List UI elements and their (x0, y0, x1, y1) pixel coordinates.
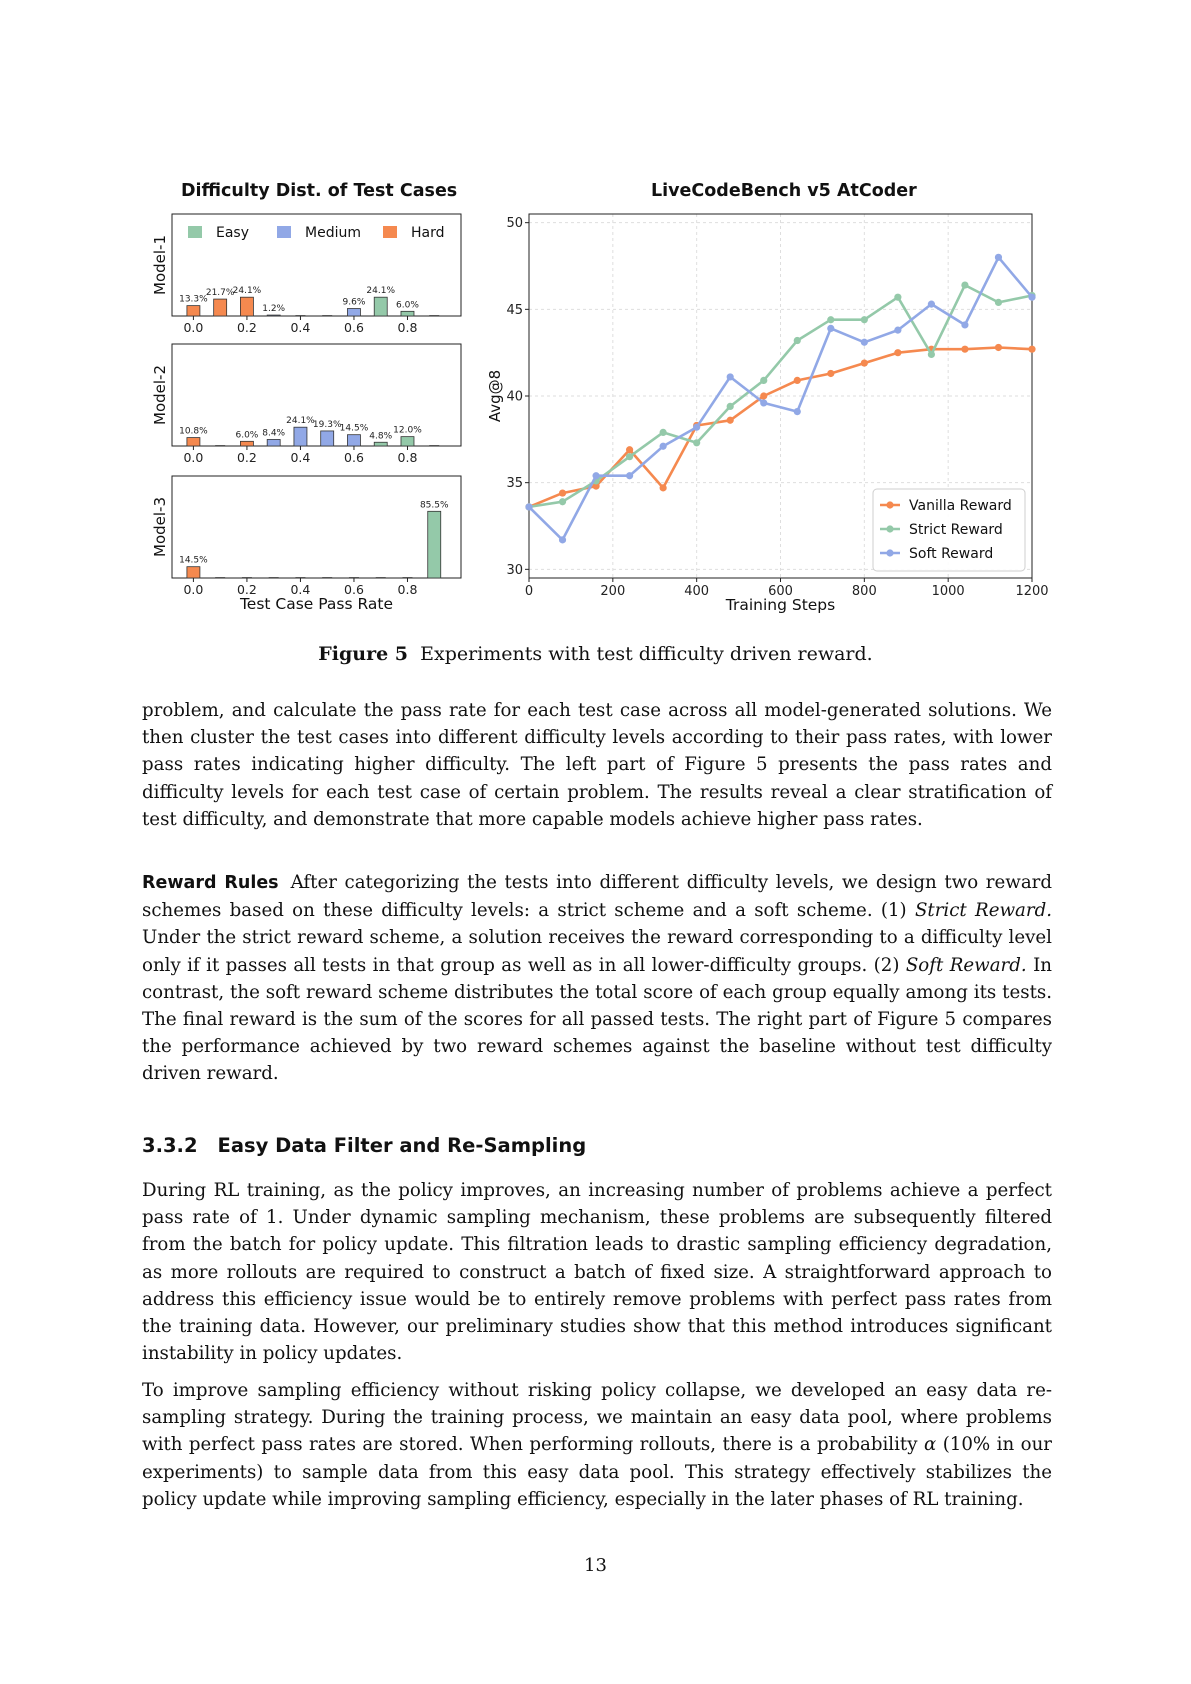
x-tick-label: 0.4 (290, 320, 311, 335)
data-point (760, 399, 767, 406)
legend-label: Medium (305, 225, 361, 241)
page-number: 13 (584, 1555, 607, 1576)
section-number: 3.3.2 (142, 1134, 198, 1157)
bar (240, 297, 253, 316)
x-tick-label: 0.8 (397, 450, 418, 465)
bar (401, 437, 414, 446)
data-point (660, 429, 667, 436)
bar-value-label: 10.8% (179, 426, 208, 437)
data-point (626, 453, 633, 460)
panel-ylabel: Model-2 (151, 365, 169, 425)
reward-text-1: After categorizing the tests into different difficulty levels, we design two reward schemes based on these difficulty levels: a strict scheme and a soft scheme. (1) (142, 872, 1052, 922)
data-point (660, 443, 667, 450)
bar-value-label: 14.5% (179, 555, 208, 566)
x-tick-label: 400 (684, 584, 710, 599)
bar-value-label: 12.0% (393, 425, 422, 436)
x-tick-label: 0.6 (344, 450, 364, 465)
bar-value-label: 4.8% (369, 431, 393, 442)
reward-text-3: In contrast, the soft reward scheme distributes the total score of each group equally among its tests. The final reward is the sum of the scores for all passed tests. The right part of Figure 5 compares the performance achieved by two reward schemes against the baseline without test difficulty driven reward. (142, 954, 1052, 1085)
data-point (727, 373, 734, 380)
x-tick-label: 1000 (931, 584, 965, 599)
data-point (794, 377, 801, 384)
y-tick-label: 50 (506, 216, 523, 232)
reward-rules-heading: Reward Rules (142, 873, 279, 893)
x-tick-label: 0.0 (183, 582, 204, 597)
data-point (559, 498, 566, 505)
right-ylabel: Avg@8 (486, 369, 504, 423)
left-xlabel: Test Case Pass Rate (239, 595, 394, 613)
alpha-symbol: α (923, 1434, 937, 1456)
bar-value-label: 24.1% (286, 416, 315, 427)
legend-label: Strict Reward (909, 522, 1003, 538)
legend-marker (886, 525, 893, 532)
bar-value-label: 6.0% (396, 300, 419, 311)
data-point (894, 327, 901, 334)
data-point (559, 536, 566, 543)
bar (347, 435, 360, 446)
data-point (894, 349, 901, 356)
data-point (559, 489, 566, 496)
data-point (894, 294, 901, 301)
data-point (592, 472, 599, 479)
legend-marker (886, 549, 893, 556)
bar-panel-frame (172, 476, 461, 578)
bar-value-label: 9.6% (342, 297, 366, 308)
x-tick-label: 600 (768, 584, 793, 599)
legend-label: Hard (411, 225, 445, 241)
y-tick-label: 35 (506, 476, 523, 492)
data-point (827, 325, 834, 332)
data-point (861, 359, 868, 366)
bar (401, 311, 414, 316)
x-tick-label: 0.0 (183, 320, 204, 335)
bar (374, 442, 387, 446)
data-point (961, 321, 968, 328)
x-tick-label: 0.8 (397, 320, 418, 335)
x-tick-label: 1200 (1015, 584, 1049, 599)
left-chart-title: Difficulty Dist. of Test Cases (181, 181, 458, 201)
data-point (827, 370, 834, 377)
bar-value-label: 14.5% (339, 423, 369, 434)
data-point (693, 424, 700, 431)
data-point (794, 408, 801, 415)
figure-5 (0, 0, 1191, 640)
data-point (525, 503, 532, 510)
data-point (861, 339, 868, 346)
data-point (626, 472, 633, 479)
x-tick-label: 0.4 (290, 582, 311, 597)
bar-value-label: 24.1% (366, 286, 396, 297)
panel-ylabel: Model-3 (151, 497, 169, 557)
legend-label: Easy (216, 225, 250, 241)
soft-reward-term: Soft Reward. (905, 954, 1027, 976)
panel-ylabel: Model-1 (151, 235, 169, 295)
x-tick-label: 0.2 (236, 582, 257, 597)
x-tick-label: 800 (851, 584, 877, 599)
x-tick-label: 0.0 (183, 450, 204, 465)
figure-caption (0, 643, 1191, 665)
legend-swatch (383, 226, 397, 238)
reward-text-2: Under the strict reward scheme, a solution receives the reward corresponding to a difficulty level only if it passes all tests in that group as well as in all lower-difficulty groups. (2) (142, 927, 1052, 976)
bar (267, 315, 280, 316)
x-tick-label: 0.6 (344, 320, 364, 335)
legend-label: Vanilla Reward (909, 498, 1012, 514)
legend-swatch (277, 226, 291, 238)
y-tick-label: 45 (506, 302, 523, 318)
bar (428, 511, 441, 578)
paragraph-reward-rules (142, 869, 1052, 1088)
data-point (727, 403, 734, 410)
data-point (760, 392, 767, 399)
bar (187, 438, 200, 446)
bar-value-label: 13.3% (179, 294, 208, 305)
bar (187, 306, 200, 316)
y-tick-label: 40 (506, 389, 523, 405)
data-point (928, 301, 935, 308)
data-point (995, 254, 1002, 261)
section-title: Easy Data Filter and Re-Sampling (217, 1134, 587, 1157)
paragraph-4 (142, 1377, 1052, 1513)
bar (187, 567, 200, 578)
bar-value-label: 6.0% (235, 430, 259, 441)
bar (214, 299, 227, 316)
x-tick-label: 0.8 (397, 582, 418, 597)
bar-value-label: 85.5% (419, 500, 449, 511)
data-point (861, 316, 868, 323)
paragraph-1: problem, and calculate the pass rate for each test case across all model-generated solutions. We then cluster the test cases into different difficulty levels according to their pass rates, with lower pass rates indicating higher difficulty. The left part of Figure 5 presents the pass rates and difficulty levels for each test case of certain problem. The results reveal a clear stratification of test difficulty, and demonstrate that more capable models achieve higher pass rates. (142, 700, 1052, 830)
data-point (961, 281, 968, 288)
data-point (693, 439, 700, 446)
x-tick-label: 0.2 (236, 320, 257, 335)
data-point (727, 417, 734, 424)
data-point (827, 316, 834, 323)
paragraph-4-text-a: To improve sampling efficiency without risking policy collapse, we developed an easy data re-sampling strategy. During the training process, we maintain an easy data pool, where problems with perfect pass rates are stored. When performing rollouts, there is a probability (142, 1380, 1052, 1456)
y-tick-label: 30 (506, 562, 523, 578)
data-point (995, 299, 1002, 306)
caption-label: Figure 5 (318, 643, 409, 665)
data-point (995, 344, 1002, 351)
paragraph-3: During RL training, as the policy improves, an increasing number of problems achieve a perfect pass rate of 1. Under dynamic sampling mechanism, these problems are subsequently filtered from the batch for policy update. This filtration leads to drastic sampling efficiency degradation, as more rollouts are required to construct a batch of fixed size. A straightforward approach to address this efficiency issue would be to entirely remove problems with perfect pass rates from the training data. However, our preliminary studies show that this method introduces significant instability in policy updates. (142, 1180, 1052, 1365)
strict-reward-term: Strict Reward. (914, 900, 1053, 922)
data-point (626, 446, 633, 453)
data-point (1028, 294, 1035, 301)
bar (294, 427, 307, 446)
bar-value-label: 24.1% (232, 286, 262, 297)
bar-value-label: 21.7% (205, 288, 235, 299)
right-xlabel: Training Steps (725, 596, 836, 614)
section-heading (142, 1134, 586, 1157)
bar-value-label: 1.2% (262, 304, 286, 315)
data-point (961, 346, 968, 353)
x-tick-label: 0.4 (290, 450, 311, 465)
bar (240, 441, 253, 446)
bar (374, 297, 387, 316)
x-tick-label: 200 (600, 584, 626, 599)
right-chart-title: LiveCodeBench v5 AtCoder (651, 181, 917, 201)
x-tick-label: 0.2 (236, 450, 257, 465)
x-tick-label: 0.6 (344, 582, 364, 597)
bar-value-label: 8.4% (262, 428, 286, 439)
bar (321, 431, 334, 446)
bar-value-label: 19.3% (312, 419, 342, 430)
data-point (794, 337, 801, 344)
paragraph-4-text-b: (10% in our experiments) to sample data from this easy data pool. This strategy effectively stabilizes the policy update while improving sampling efficiency, especially in the later phases of RL training. (142, 1434, 1052, 1510)
data-point (660, 484, 667, 491)
bar (347, 309, 360, 316)
legend-label: Soft Reward (909, 546, 994, 562)
x-tick-label: 0 (524, 584, 534, 599)
data-point (928, 351, 935, 358)
legend-swatch (188, 226, 202, 238)
data-point (760, 377, 767, 384)
caption-text: Experiments with test difficulty driven reward. (420, 643, 873, 665)
legend-marker (886, 501, 893, 508)
data-point (1028, 346, 1035, 353)
bar (267, 439, 280, 446)
